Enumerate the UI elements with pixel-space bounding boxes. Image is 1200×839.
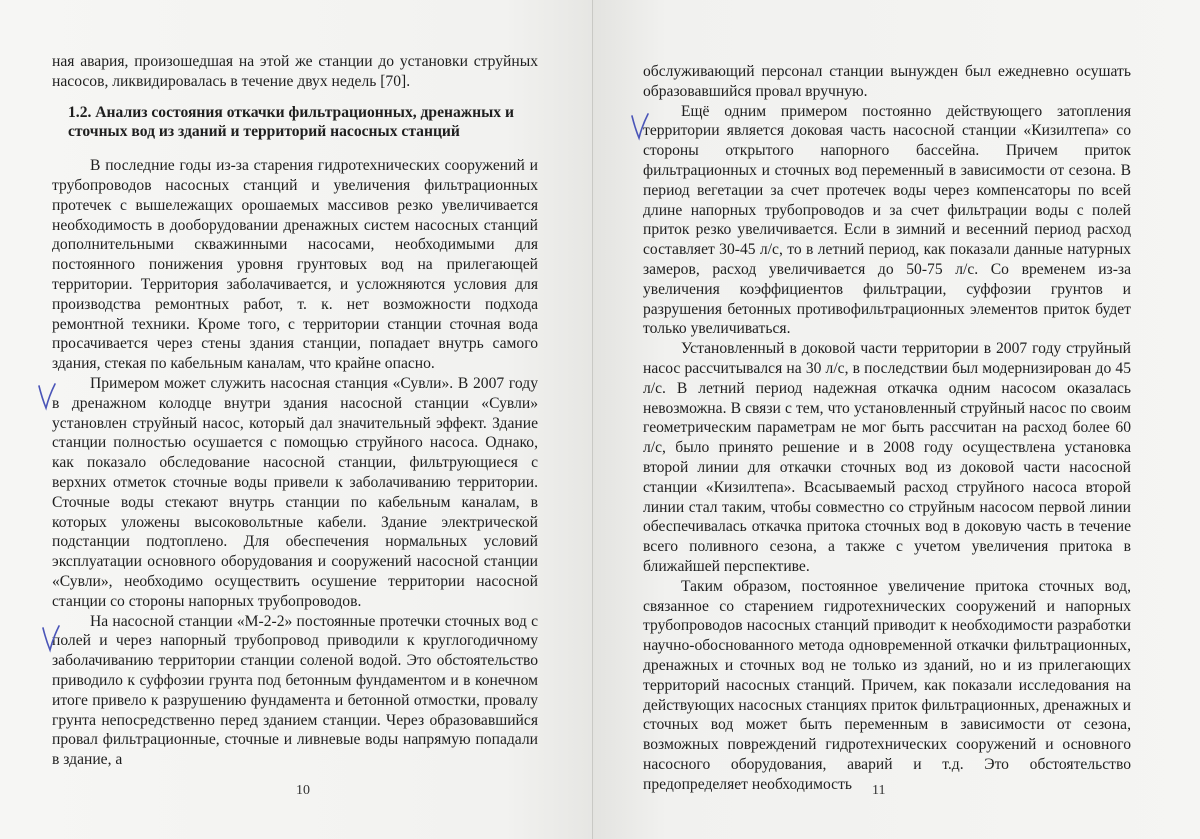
left-page: [0, 0, 593, 839]
paragraph-m22: На насосной станции «М-2-2» постоянные протечки сточных вод с полей и через напорный трубопровод приводили к круглогодичному заболачиванию территории станции соленой водой. Это обстоятельство приводило к суффозии грунта под бетонным фундаментом и в конечном итоге привело к разрушению фундамента и бетонной отмостки, провалу грунта непосредственно перед зданием станции. Через образовавшийся провал фильтрационные, сточные и ливневые воды напрямую попадали в здание, а: [52, 612, 538, 769]
pen-checkmark-icon: [36, 382, 58, 412]
right-page: [593, 0, 1200, 839]
pen-checkmark-icon: [40, 624, 62, 654]
continuation-paragraph: обслуживающий персонал станции вынужден был ежедневно осушать образовавшийся провал вручную.: [643, 63, 1131, 100]
paragraph-conclusion: Таким образом, постоянное увеличение притока сточных вод, связанное со старением гидротехнических сооружений и напорных трубопроводов насосных станций приводит к необходимости разработки научно-обоснованного метода одновременной откачки фильтрационных, дренажных и сточных вод не только из зданий, но и из прилегающих территорий насосных станций. Причем, как показали исследования на действующих насосных станциях приток фильтрационных, дренажных и сточных вод может быть переменным в зависимости от сезона, возможных повреждений гидротехнических сооружений и основного насосного оборудования, аварий и т.д. Это обстоятельство предопределяет необходимость: [643, 577, 1131, 793]
section-heading: 1.2. Анализ состояния откачки фильтрационных, дренажных и сточных вод из зданий и территорий насосных станций: [68, 103, 514, 141]
page-number-left: 10: [296, 783, 310, 798]
paragraph-intro: В последние годы из-за старения гидротехнических сооружений и трубопроводов насосных станций и увеличения фильтрационных протечек с вышележащих орошаемых массивов резко увеличивается необходимость в дооборудовании дренажных систем насосных станций дополнительными скважинными насосами, необходимыми для постоянного понижения уровня грунтовых вод на прилегающей территории. Территория заболачивается, и усложняются условия для производства ремонтных работ, т. к. нет возможности подхода ремонтной техники. Кроме того, с территории станции сточная вода просачивается через стены здания станции, попадает внутрь самого здания, стекая по кабельным каналам, что крайне опасно.: [52, 157, 538, 373]
right-page-body: [643, 62, 1131, 794]
paragraph-suvli: Примером может служить насосная станция «Сувли». В 2007 году в дренажном колодце внутри здания насосной станции «Сувли» установлен струйный насос, который дал значительный эффект. Здание станции полностью осушается с помощью струйного насоса. Однако, как показало обследование насосной станции, фильтрующиеся с верхних отметок сточные воды привели к заболачиванию территории. Сточные воды стекают внутрь станции по кабельным каналам, в которых уложены высоковольтные кабели. Здание электрической подстанции подтоплено. Для обеспечения нормальных условий эксплуатации основного оборудования и сооружений насосной станции «Сувли», необходимо осуществить осушение территории насосной станции со стороны напорных трубопроводов.: [52, 374, 538, 610]
paragraph-kiziltepa: Ещё одним примером постоянно действующего затопления территории является доковая часть насосной станции «Кизилтепа» со стороны открытого напорного бассейна. Причем приток фильтрационных и сточных вод переменный в зависимости от сезона. В период вегетации за счет протечек воды через компенсаторы по всей длине напорных трубопроводов и за счет фильтрации воды с полей приток резко увеличивается. Если в зимний и весенний период расход составляет 30-45 л/с, то в летний период, как показали данные натурных замеров, расход увеличивается до 50-75 л/с. Со временем из-за увеличения коэффициентов фильтрации, суффозии грунтов и разрушения бетонных противофильтрационных элементов приток будет только увеличиваться.: [643, 102, 1131, 338]
continuation-paragraph: ная авария, произошедшая на этой же станции до установки струйных насосов, ликвидировалась в течение двух недель [70].: [52, 53, 538, 90]
paragraph-installed-pump: Установленный в доковой части территории в 2007 году струйный насос рассчитывался на 30 л/с, в последствии был модернизирован до 45 л/с. В летний период надежная откачка одним насосом оказалась невозможна. В связи с тем, что установленный струйный насос по своим геометрическим параметрам не мог быть рассчитан на расход более 60 л/с, было принято решение и в 2008 году осуществлена установка второй линии для откачки сточных вод из доковой части насосной станции «Кизилтепа». Всасываемый расход струйного насоса второй линии стал таким, чтобы совместно со струйным насосом первой линии обеспечивалась откачка притока сточных вод в доковую часть в течение всего поливного сезона, а также с учетом увеличения притока в ближайшей перспективе.: [643, 340, 1131, 575]
page-number-right: 11: [872, 783, 886, 798]
pen-checkmark-icon: [629, 112, 651, 142]
left-page-body: [52, 52, 538, 770]
